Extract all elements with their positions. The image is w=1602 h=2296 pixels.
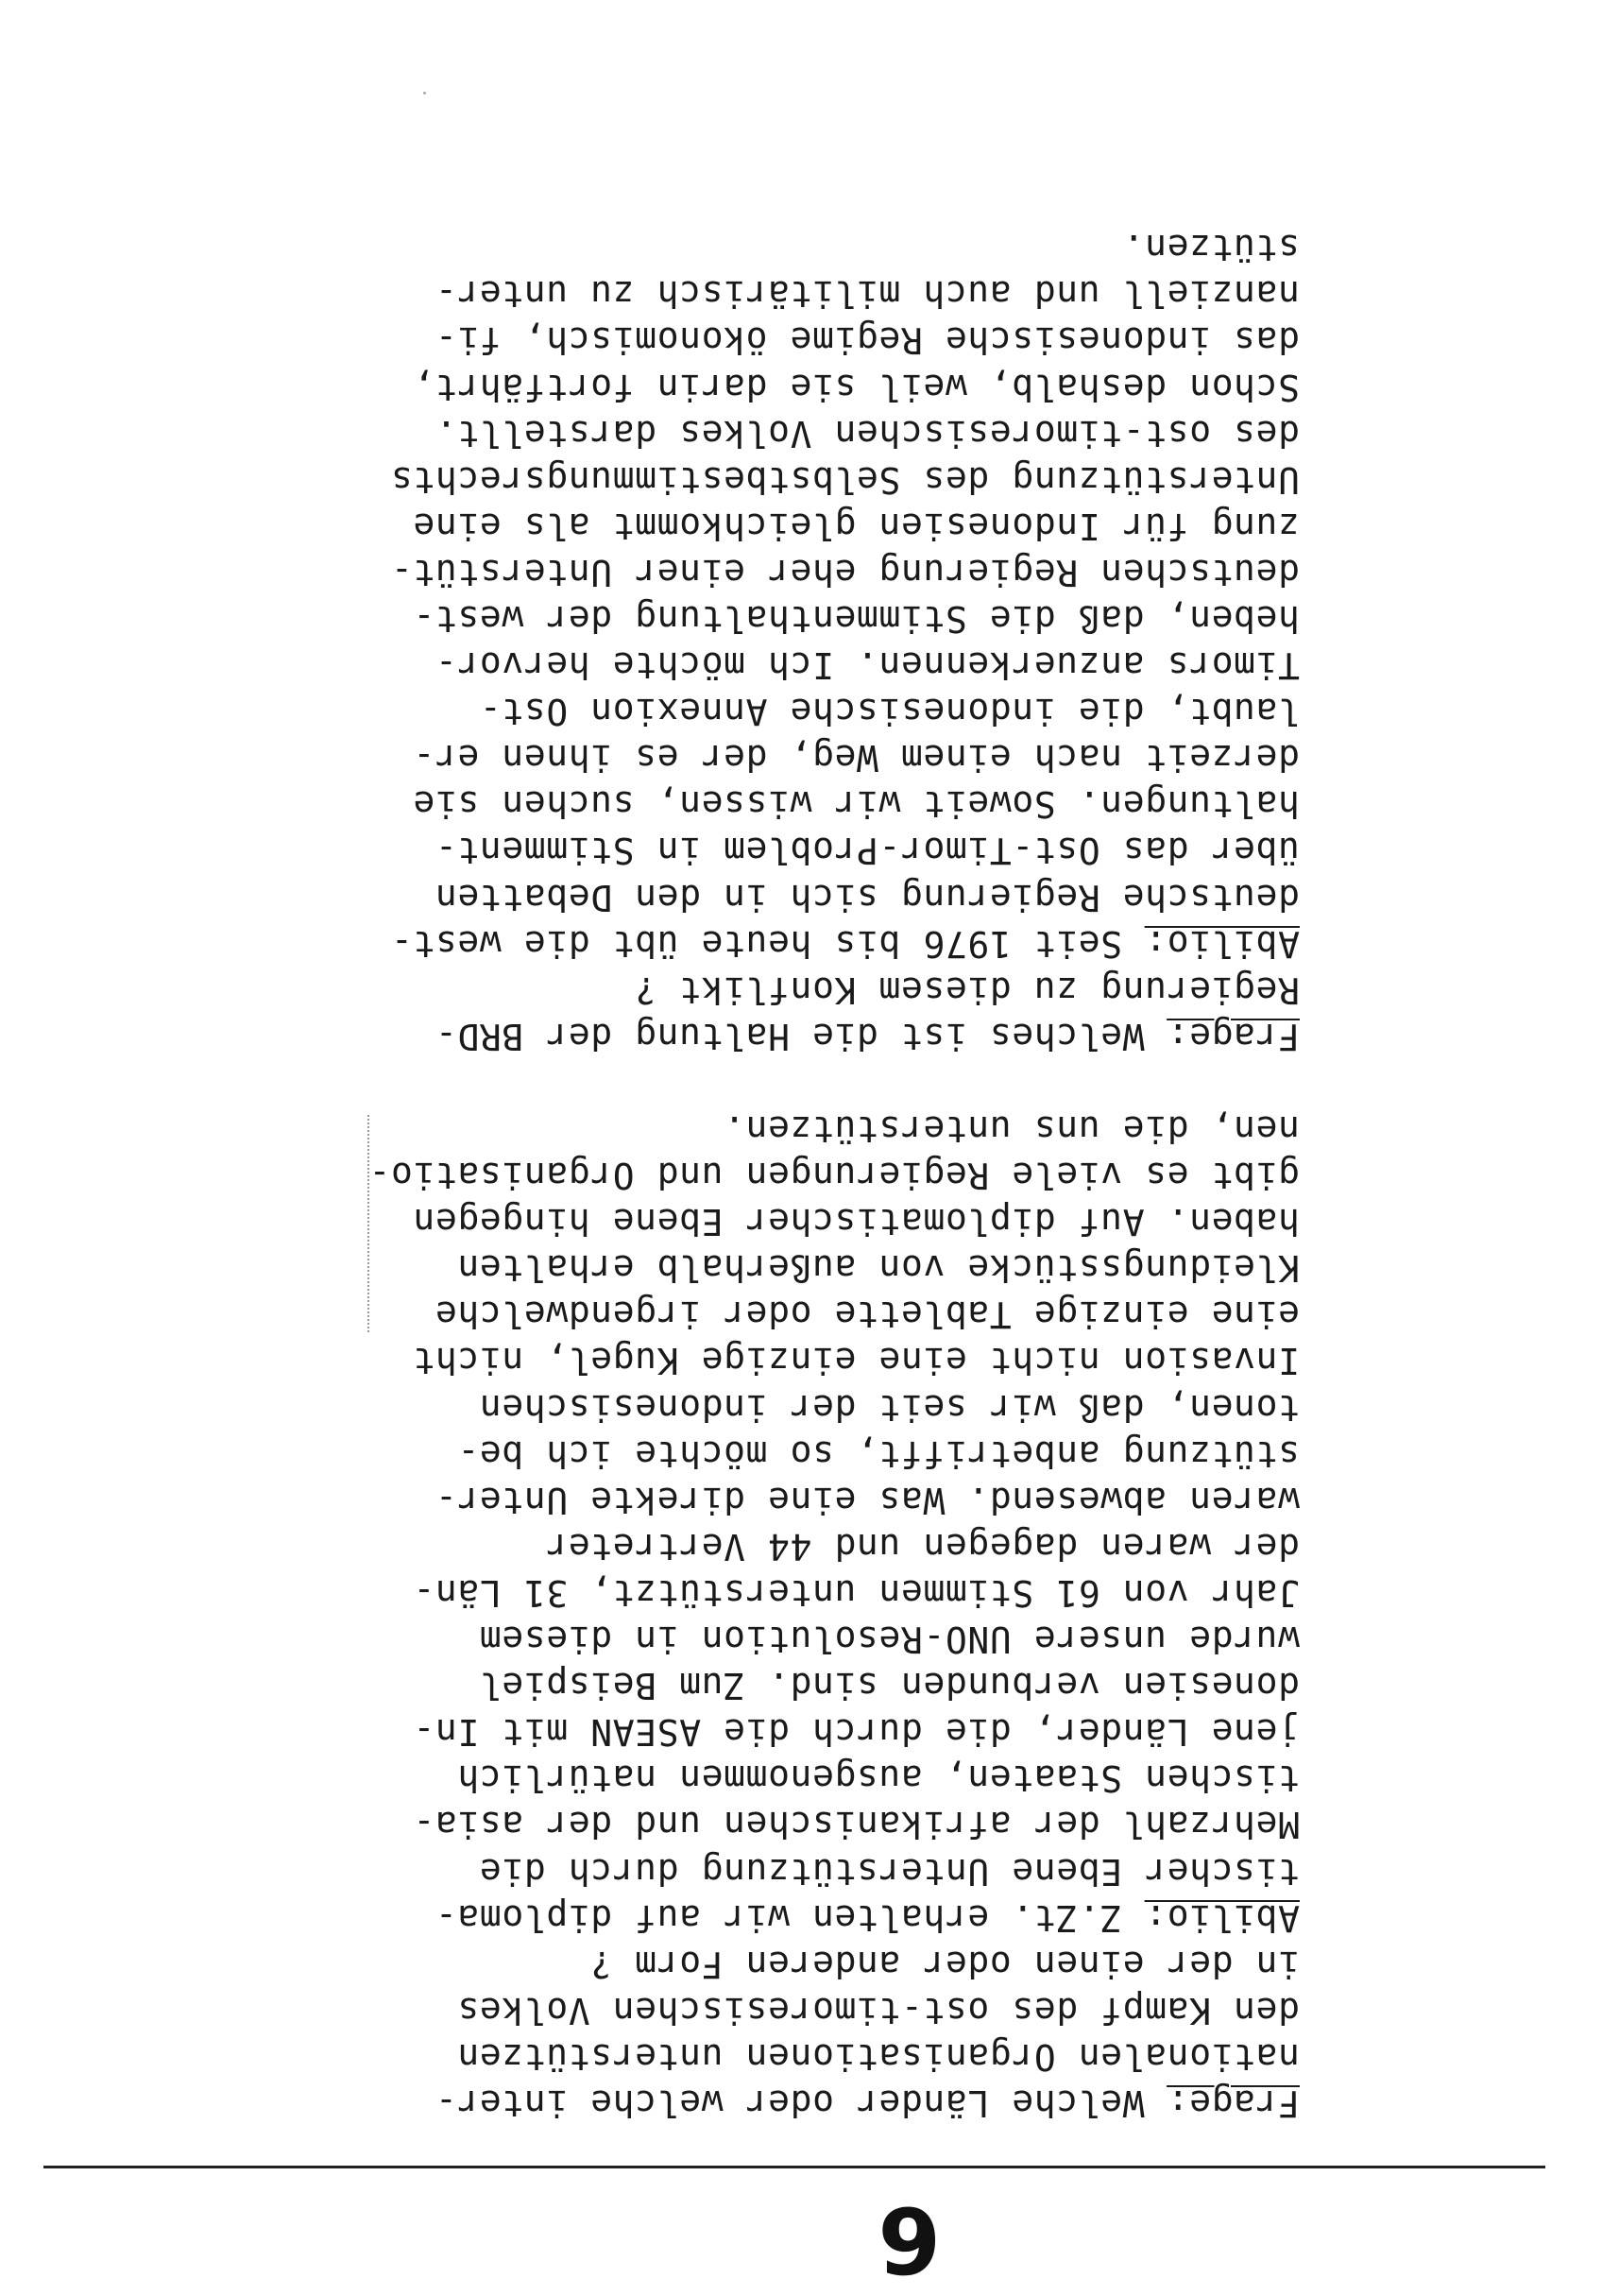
- text-line: [0, 1987, 1300, 2033]
- text-line: [0, 873, 1300, 919]
- line-text: wurde unsere UNO-Resolution in diesem: [479, 1619, 1300, 1661]
- line-text: derzeit nach einem Weg, der es ihnen er-: [412, 737, 1300, 780]
- text-line: [0, 1755, 1300, 1801]
- line-text: des ost-timoresischen Volkes darstellt.: [435, 412, 1300, 454]
- text-line: [0, 642, 1300, 688]
- line-text: deutsche Regierung sich in den Debatten: [435, 876, 1300, 918]
- line-text: tonen, daß wir seit der indonesischen: [479, 1386, 1300, 1429]
- text-line: [0, 595, 1300, 642]
- text-line: [0, 363, 1300, 409]
- interview-text: [0, 224, 1300, 2126]
- line-text: zung für Indonesien gleichkommt als eine: [412, 505, 1300, 547]
- line-text: nanziell und auch militärisch zu unter-: [435, 273, 1300, 316]
- line-text: Kleidungsstücke von außerhalb erhalten: [456, 1247, 1300, 1290]
- line-text: gibt es viele Regierungen und Organisatio-: [367, 1155, 1300, 1197]
- text-line: [0, 780, 1300, 827]
- line-text: Mehrzahl der afrikanischen und der asia-: [412, 1804, 1300, 1846]
- text-line: [0, 1941, 1300, 1987]
- margin-mark: [366, 1115, 369, 1332]
- line-text: Jahr von 61 Stimmen unterstützt, 31 Län-: [412, 1571, 1300, 1614]
- line-text: Unterstützung des Selbstbestimmungsrechts: [390, 458, 1300, 501]
- text-line: [0, 1477, 1300, 1523]
- text-line: [0, 734, 1300, 780]
- line-text: Seit 1976 bis heute übt die west-: [390, 922, 1145, 965]
- line-text: über das Ost-Timor-Problem in Stimment-: [435, 830, 1300, 872]
- line-text: das indonesische Regime ökonomisch, fi-: [435, 319, 1300, 362]
- line-text: nen, die uns unterstützen.: [723, 1108, 1300, 1151]
- text-line: [0, 224, 1300, 270]
- speaker-line: [0, 1894, 1300, 1941]
- text-line: [0, 456, 1300, 503]
- text-line: [0, 317, 1300, 363]
- text-line: [0, 549, 1300, 595]
- speaker-label: Abilio:: [1144, 1896, 1300, 1939]
- page-number: 6: [878, 2186, 941, 2292]
- text-line: [0, 1616, 1300, 1662]
- text-line: [0, 1152, 1300, 1198]
- text-line: [0, 1105, 1300, 1152]
- text-line: [0, 688, 1300, 734]
- speaker-line: [0, 1013, 1300, 1059]
- line-text: Welches ist die Haltung der BRD-: [435, 1015, 1167, 1057]
- text-line: [0, 1291, 1300, 1337]
- line-text: tischer Ebene Unterstützung durch die: [479, 1850, 1300, 1893]
- text-line: [0, 1847, 1300, 1893]
- horizontal-rule: [43, 2166, 1545, 2168]
- scan-speck: [423, 92, 426, 94]
- line-text: Regierung zu diesem Konflikt ?: [634, 968, 1300, 1011]
- text-line: [0, 1662, 1300, 1708]
- text-line: [0, 1431, 1300, 1477]
- speaker-label: Abilio:: [1144, 922, 1300, 965]
- text-line: [0, 967, 1300, 1013]
- text-line: [0, 1523, 1300, 1569]
- line-text: eine einzige Tablette oder irgendwelche: [435, 1294, 1300, 1336]
- line-text: den Kampf des ost-timoresischen Volkes: [456, 1989, 1300, 2031]
- text-line: [0, 410, 1300, 456]
- line-text: jene Länder, die durch die ASEAN mit In-: [412, 1711, 1300, 1754]
- text-line: [0, 1244, 1300, 1291]
- line-text: tischen Staaten, ausgenommen natürlich: [456, 1757, 1300, 1800]
- text-line: [0, 1384, 1300, 1431]
- line-text: haltungen. Soweit wir wissen, suchen sie: [412, 783, 1300, 826]
- speaker-label: Frage:: [1167, 1015, 1300, 1057]
- line-text: heben, daß die Stimmenthaltung der west-: [412, 598, 1300, 640]
- line-text: donesien verbunden sind. Zum Beispiel: [479, 1665, 1300, 1707]
- speaker-label: Frage:: [1167, 2082, 1300, 2124]
- line-text: Schon deshalb, weil sie darin fortfährt,: [412, 366, 1300, 408]
- line-text: Welche Länder oder welche inter-: [435, 2082, 1167, 2124]
- line-text: stützen.: [1122, 227, 1300, 269]
- line-text: in der einen oder anderen Form ?: [589, 1943, 1300, 1985]
- line-text: der waren dagegen und 44 Vertreter: [545, 1525, 1300, 1568]
- line-text: Invasion nicht eine einzige Kugel, nicht: [412, 1340, 1300, 1382]
- text-line: [0, 1337, 1300, 1383]
- text-line: [0, 1708, 1300, 1755]
- text-line: [0, 503, 1300, 549]
- text-line: [0, 1569, 1300, 1616]
- line-text: Z.Zt. erhalten wir auf diploma-: [435, 1896, 1145, 1939]
- text-line: [0, 1059, 1300, 1105]
- line-text: deutschen Regierung eher einer Unterstüt-: [390, 551, 1300, 593]
- line-text: stützung anbetrifft, so möchte ich be-: [456, 1432, 1300, 1475]
- text-line: [0, 827, 1300, 873]
- text-line: [0, 2033, 1300, 2080]
- line-text: Timors anzuerkennen. Ich möchte hervor-: [435, 644, 1300, 687]
- line-text: nationalen Organisationen unterstützen: [456, 2035, 1300, 2078]
- text-line: [0, 1198, 1300, 1244]
- text-line: [0, 1801, 1300, 1847]
- speaker-line: [0, 2080, 1300, 2126]
- line-text: haben. Auf diplomatischer Ebene hingegen: [412, 1201, 1300, 1243]
- line-text: waren abwesend. Was eine direkte Unter-: [435, 1479, 1300, 1521]
- speaker-line: [0, 920, 1300, 967]
- text-line: [0, 270, 1300, 317]
- line-text: laubt, die indonesische Annexion Ost-: [479, 691, 1300, 733]
